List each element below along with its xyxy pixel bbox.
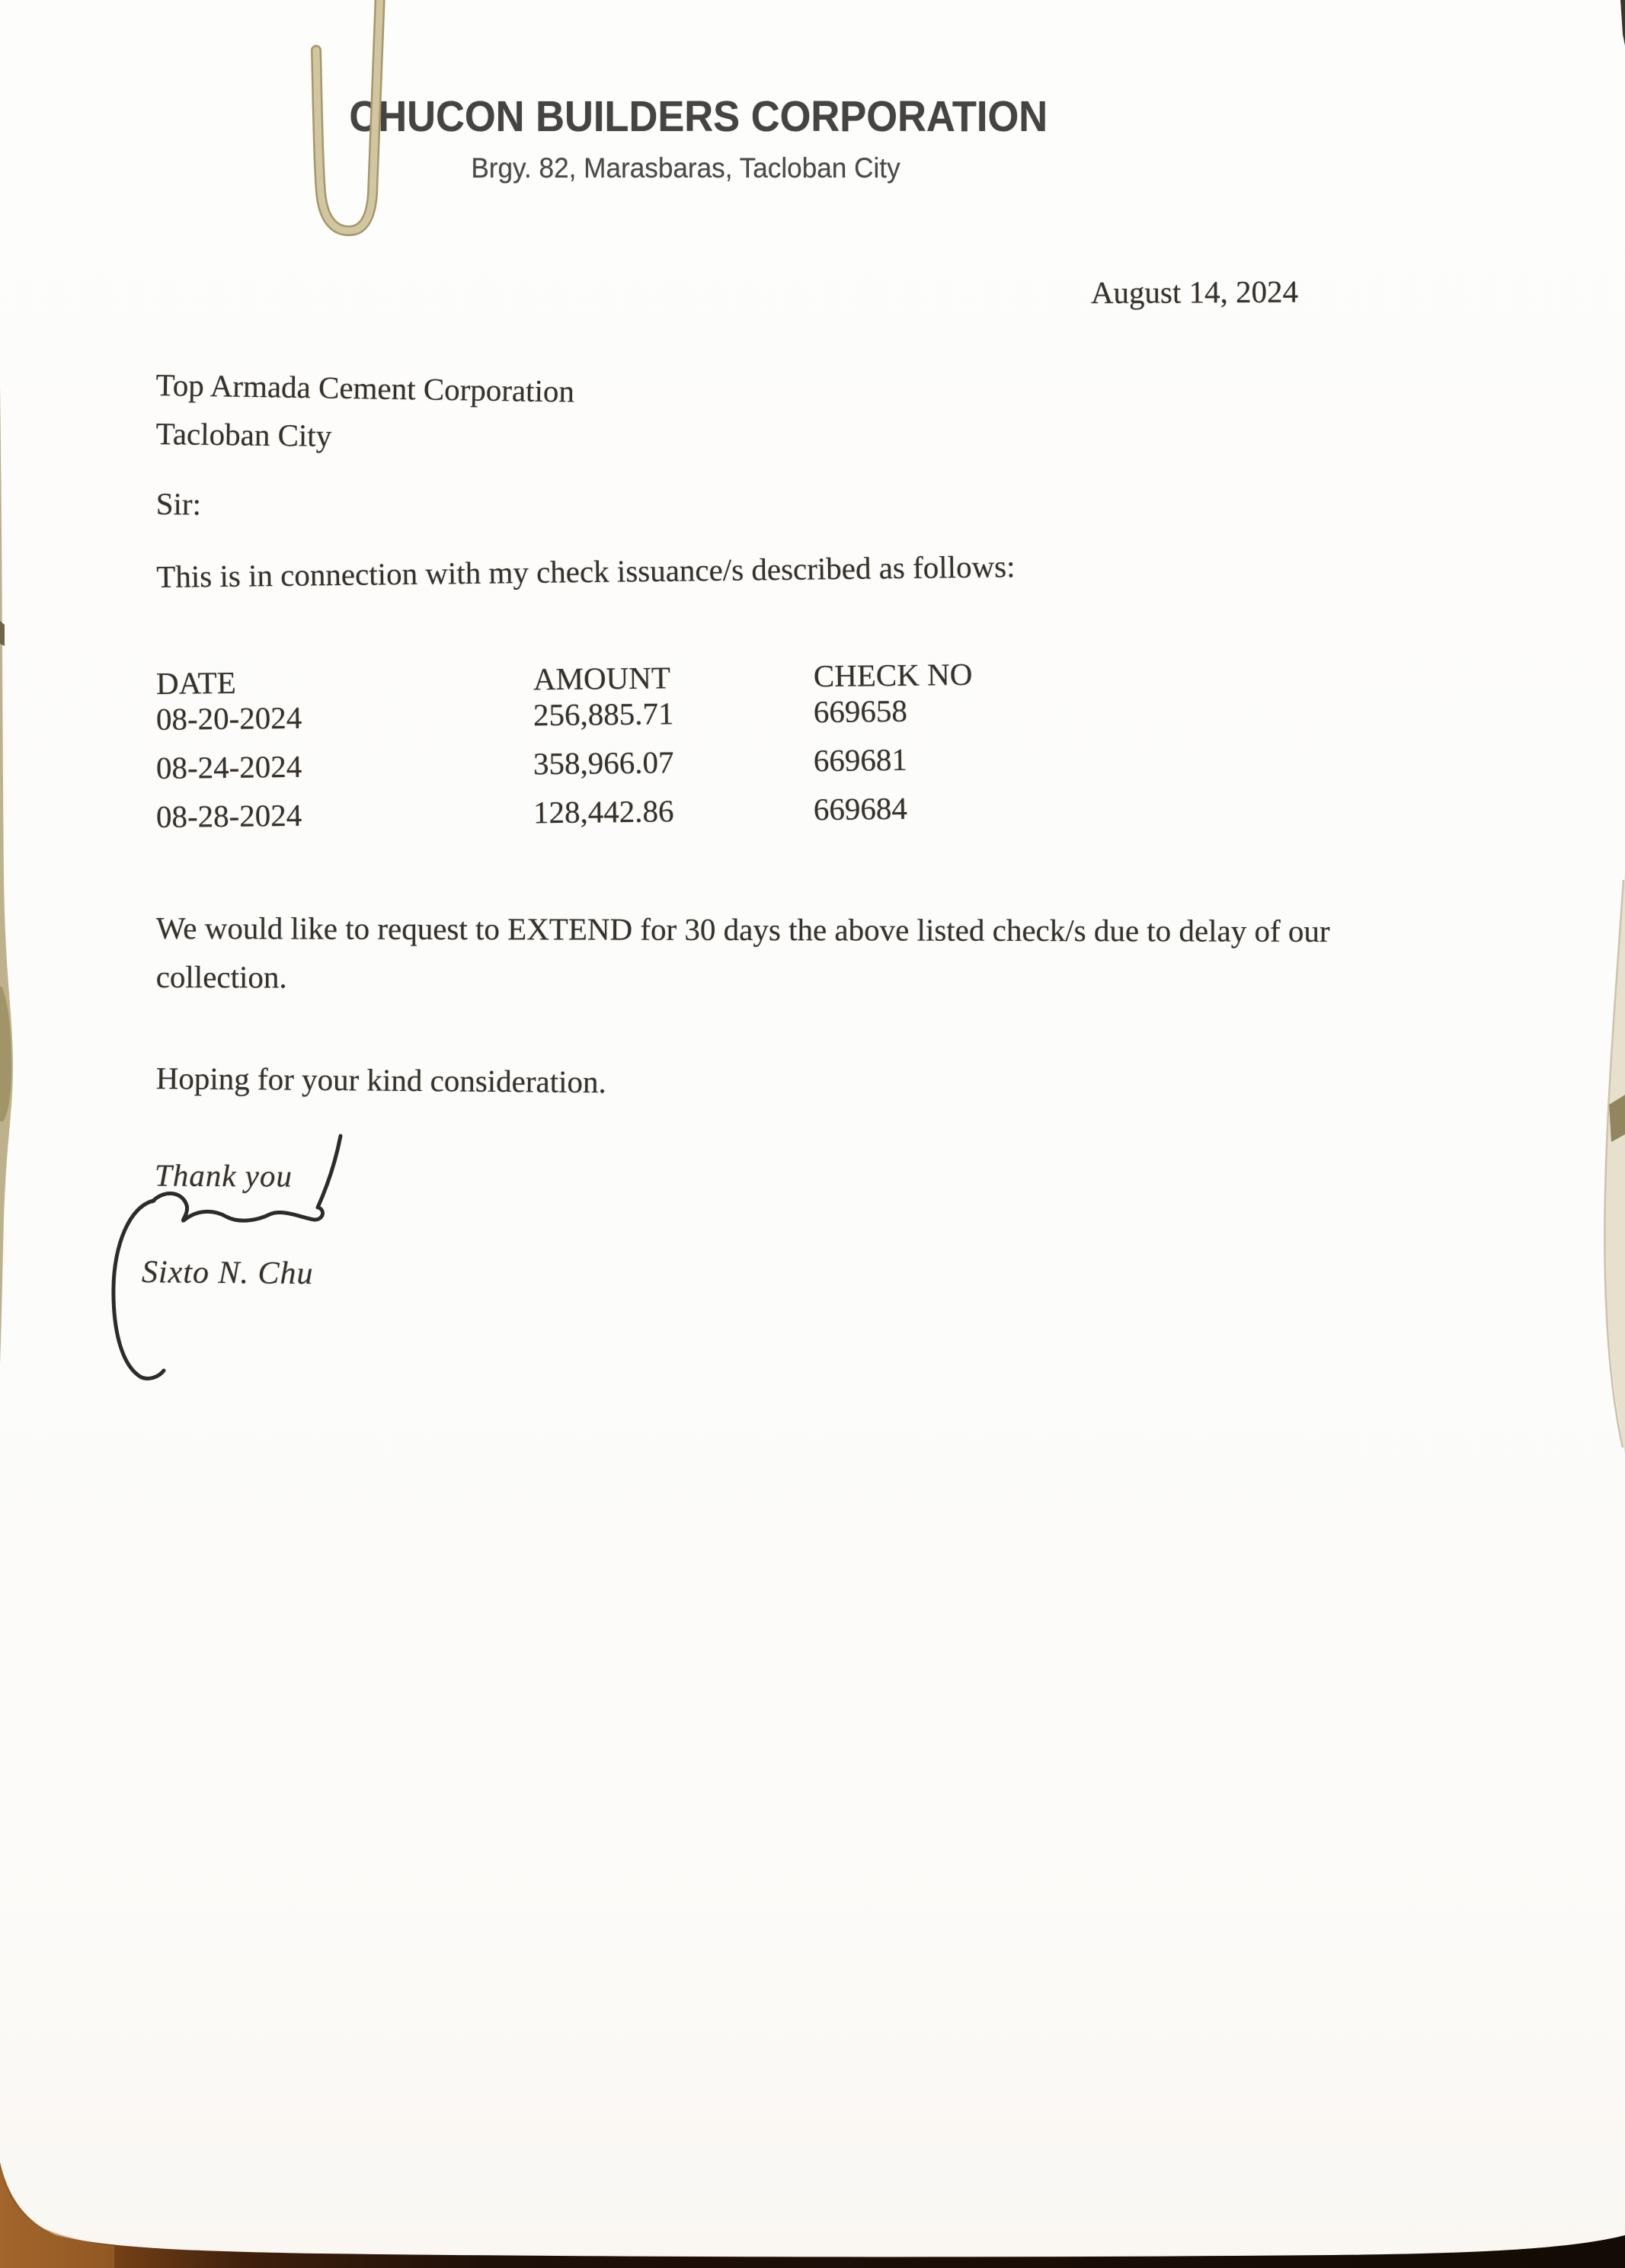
edge-streak: [0, 385, 13, 1364]
check-number: 669658: [813, 693, 908, 730]
sheet-edge-line: [1604, 880, 1623, 1447]
sheet-edge-band: [1609, 1095, 1625, 1142]
recipient-city: Tacloban City: [155, 415, 332, 453]
right-edge-artifact: [1604, 872, 1625, 1454]
hoping-line: Hoping for your kind consideration.: [155, 1060, 606, 1100]
check-number: 669684: [813, 790, 908, 827]
desk-wood-highlight: [0, 2168, 114, 2268]
check-amount: 128,442.86: [533, 793, 674, 830]
col-header-date: DATE: [155, 664, 236, 701]
intro-line: This is in connection with my check issuance/s described as follows:: [156, 549, 1016, 594]
table-row: [156, 737, 1224, 792]
check-number: 669681: [813, 741, 908, 779]
salutation: Sir:: [155, 485, 202, 522]
signature-stroke: [318, 1136, 341, 1208]
check-date: 08-20-2024: [155, 699, 302, 737]
col-header-check-no: CHECK NO: [813, 656, 973, 694]
signatory-name: Sixto N. Chu: [141, 1255, 314, 1291]
desk-edge: [0, 2162, 1625, 2268]
letter-date: August 14, 2024: [1090, 274, 1299, 311]
edge-streak-dark-dash: [0, 621, 5, 646]
table-row: [156, 786, 1224, 841]
check-amount: 256,885.71: [533, 696, 674, 733]
desk-surface: [0, 2162, 1625, 2268]
underlying-sheet-edge: [1605, 872, 1625, 1454]
thank-you-line: Thank you: [154, 1157, 293, 1194]
check-date: 08-24-2024: [155, 748, 302, 785]
signature-stroke: [152, 1193, 323, 1220]
check-date: 08-28-2024: [155, 797, 302, 834]
col-header-amount: AMOUNT: [533, 660, 671, 697]
recipient-name: Top Armada Cement Corporation: [155, 366, 575, 409]
company-address: Brgy. 82, Marasbaras, Tacloban City: [471, 152, 900, 184]
company-name: CHUCON BUILDERS CORPORATION: [349, 92, 1048, 141]
request-paragraph: We would like to request to EXTEND for 30 days the above listed check/s due to delay of our collection.: [155, 910, 1330, 995]
edge-streak-blob: [0, 987, 11, 1121]
top-right-edge-artifact: [1620, 0, 1625, 46]
left-edge-artifact: [0, 385, 13, 1364]
check-amount: 358,966.07: [533, 744, 674, 782]
